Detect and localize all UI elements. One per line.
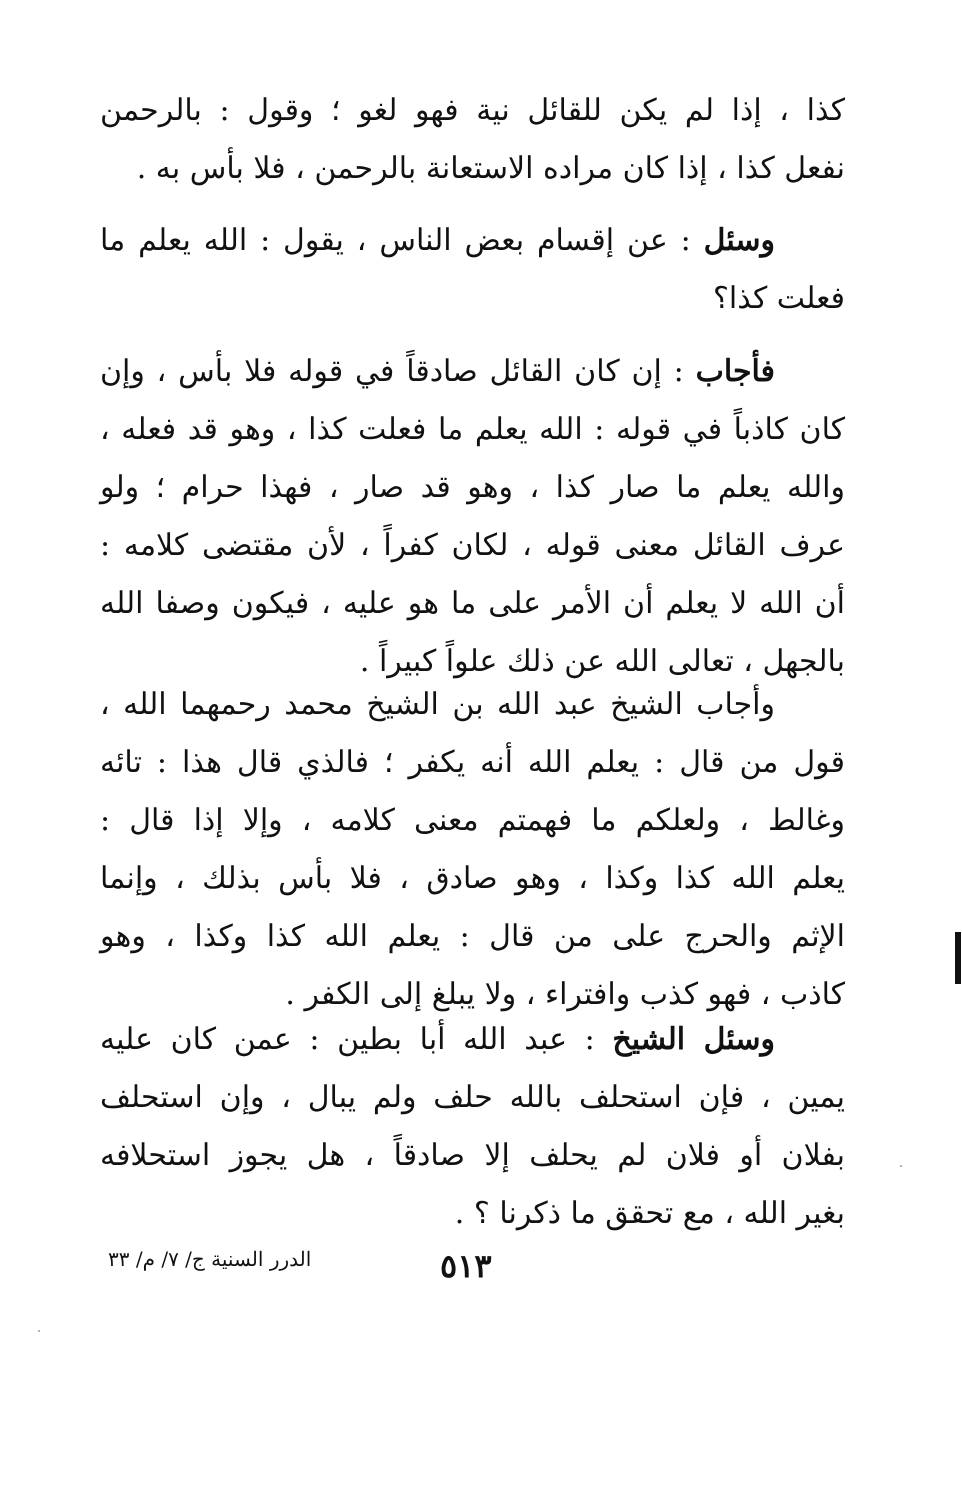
text-line: وسئل : عن إقسام بعض الناس ، يقول : الله يعلم ما	[100, 223, 775, 258]
text-line: نفعل كذا ، إذا كان مراده الاستعانة بالرحمن ، فلا بأس به .	[136, 151, 845, 186]
text-line: الإثم والحرج على من قال : يعلم الله كذا وكذا ، وهو	[100, 919, 845, 954]
paragraph-4	[100, 676, 845, 1024]
answer-lead: فأجاب	[695, 354, 775, 389]
text-line: فعلت كذا؟	[712, 281, 845, 316]
text-line: بفلان أو فلان لم يحلف إلا صادقاً ، هل يجوز استحلافه	[100, 1138, 845, 1173]
text-line: عرف القائل معنى قوله ، لكان كفراً ، لأن مقتضى كلامه :	[100, 528, 845, 563]
text-line: قول من قال : يعلم الله أنه يكفر ؛ فالذي قال هذا : تائه	[100, 745, 845, 780]
text-line: يمين ، فإن استحلف بالله حلف ولم يبال ، وإن استحلف	[100, 1080, 845, 1115]
paragraph-1	[100, 82, 845, 198]
text-line: وغالط ، ولعلكم ما فهمتم معنى كلامه ، وإلا إذا قال :	[100, 803, 845, 838]
text-line: وأجاب الشيخ عبد الله بن الشيخ محمد رحمهما الله ،	[100, 687, 775, 722]
text-line: يعلم الله كذا وكذا ، وهو صادق ، فلا بأس بذلك ، وإنما	[100, 861, 845, 896]
text-line: كان كاذباً في قوله : الله يعلم ما فعلت كذا ، وهو قد فعله ،	[100, 412, 845, 447]
page-number: ٥١٣	[440, 1247, 492, 1285]
text-line: بالجهل ، تعالى الله عن ذلك علواً كبيراً .	[359, 644, 845, 679]
source-reference: الدرر السنية ج/ ٧/ م/ ٣٣	[108, 1247, 312, 1271]
margin-mark	[955, 932, 961, 984]
text-line: أن الله لا يعلم أن الأمر على ما هو عليه ، فيكون وصفا الله	[100, 586, 845, 621]
text-line: وسئل الشيخ : عبد الله أبا بطين : عمن كان عليه	[100, 1022, 775, 1057]
text-line: فأجاب : إن كان القائل صادقاً في قوله فلا بأس ، وإن	[100, 354, 775, 389]
question-lead: وسئل الشيخ	[612, 1022, 775, 1057]
question-lead: وسئل	[703, 223, 775, 258]
paragraph-3	[100, 343, 845, 691]
text-line: كذا ، إذا لم يكن للقائل نية فهو لغو ؛ وقول : بالرحمن	[100, 93, 845, 128]
text-line: كاذب ، فهو كذب وافتراء ، ولا يبلغ إلى الكفر .	[285, 977, 845, 1012]
scan-speck	[38, 1330, 40, 1332]
paragraph-5	[100, 1011, 845, 1243]
text-line: والله يعلم ما صار كذا ، وهو قد صار ، فهذا حرام ؛ ولو	[100, 470, 845, 505]
text-line: بغير الله ، مع تحقق ما ذكرنا ؟ .	[454, 1196, 845, 1231]
paragraph-2	[100, 212, 845, 328]
scan-speck	[900, 1165, 902, 1167]
